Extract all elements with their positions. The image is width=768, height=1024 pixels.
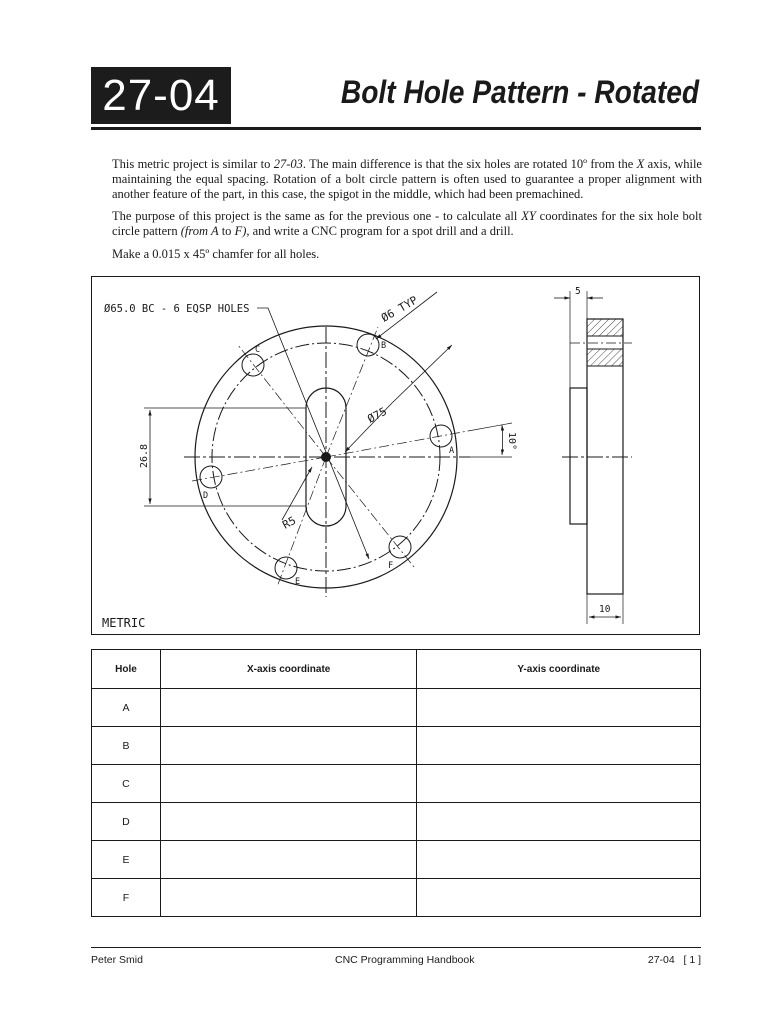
hole-cell: B [92, 727, 161, 765]
bolt-circle-note: Ø65.0 BC - 6 EQSP HOLES [104, 303, 250, 315]
footer-page-number: 27-04 [ 1 ] [647, 954, 701, 966]
y-coordinate-cell[interactable] [417, 727, 701, 765]
slot-height-label: 26.8 [139, 443, 150, 468]
footer-author: Peter Smid [91, 954, 143, 966]
technical-drawing [91, 276, 700, 635]
x-coordinate-cell[interactable] [160, 689, 417, 727]
table-header-row [92, 650, 701, 689]
table-row [92, 727, 701, 765]
part-front-view [144, 292, 512, 597]
outer-diameter-label: Ø75 [365, 404, 389, 426]
hole-label-b: B [381, 341, 387, 351]
hole-cell: A [92, 689, 161, 727]
column-header-hole: Hole [92, 650, 161, 689]
column-header-y: Y-axis coordinate [417, 650, 701, 689]
x-coordinate-cell[interactable] [160, 841, 417, 879]
hole-label-e: E [295, 577, 301, 587]
x-coordinate-cell[interactable] [160, 879, 417, 917]
y-coordinate-cell[interactable] [417, 841, 701, 879]
hole-c [242, 354, 264, 376]
column-header-x: X-axis coordinate [160, 650, 417, 689]
hole-label-c: C [255, 345, 261, 355]
hole-d [200, 466, 222, 488]
hole-label-d: D [203, 491, 209, 501]
x-coordinate-cell[interactable] [160, 803, 417, 841]
page-title: Bolt Hole Pattern - Rotated [340, 74, 699, 110]
angle-label: 10° [506, 432, 517, 451]
hole-cell: E [92, 841, 161, 879]
table-row [92, 841, 701, 879]
intro-paragraph-2: The purpose of this project is the same as for the previous one - to calculate all XY coordinates for the six hole bolt circle pattern (from A to F), and write a CNC program for a spot drill and a drill. [112, 209, 702, 239]
x-coordinate-cell[interactable] [160, 765, 417, 803]
footer-rule [91, 947, 701, 948]
footer-book-title: CNC Programming Handbook [335, 954, 475, 966]
units-label: METRIC [102, 616, 146, 630]
hole-diameter-label: Ø6 TYP [379, 293, 420, 325]
hole-label-a: A [449, 446, 455, 456]
thickness-bottom-label: 10 [599, 604, 611, 615]
hole-cell: C [92, 765, 161, 803]
table-row [92, 879, 701, 917]
table-row [92, 803, 701, 841]
thickness-top-label: 5 [575, 286, 581, 297]
y-coordinate-cell[interactable] [417, 803, 701, 841]
part-side-view [554, 291, 632, 624]
section-number-badge: 27-04 [91, 67, 231, 124]
title-rule [91, 127, 701, 130]
hole-f [389, 536, 411, 558]
coordinate-table [91, 649, 701, 917]
y-coordinate-cell[interactable] [417, 765, 701, 803]
hole-cell: D [92, 803, 161, 841]
intro-paragraph-1: This metric project is similar to 27-03. The main difference is that the six holes are rotated 10º from the X axis, while maintaining the equal spacing. Rotation of a bolt circle pattern is often used to guarantee a proper alignment with another feature of the part, in this case, the spigot in the middle, which had been premachined. [112, 157, 702, 202]
slot-radius-label: R5 [280, 513, 299, 532]
table-row [92, 689, 701, 727]
hole-e [275, 557, 297, 579]
table-row [92, 765, 701, 803]
hole-cell: F [92, 879, 161, 917]
intro-paragraph-3: Make a 0.015 x 45º chamfer for all holes. [112, 247, 320, 261]
y-coordinate-cell[interactable] [417, 689, 701, 727]
hole-label-f: F [388, 561, 394, 571]
x-coordinate-cell[interactable] [160, 727, 417, 765]
y-coordinate-cell[interactable] [417, 879, 701, 917]
